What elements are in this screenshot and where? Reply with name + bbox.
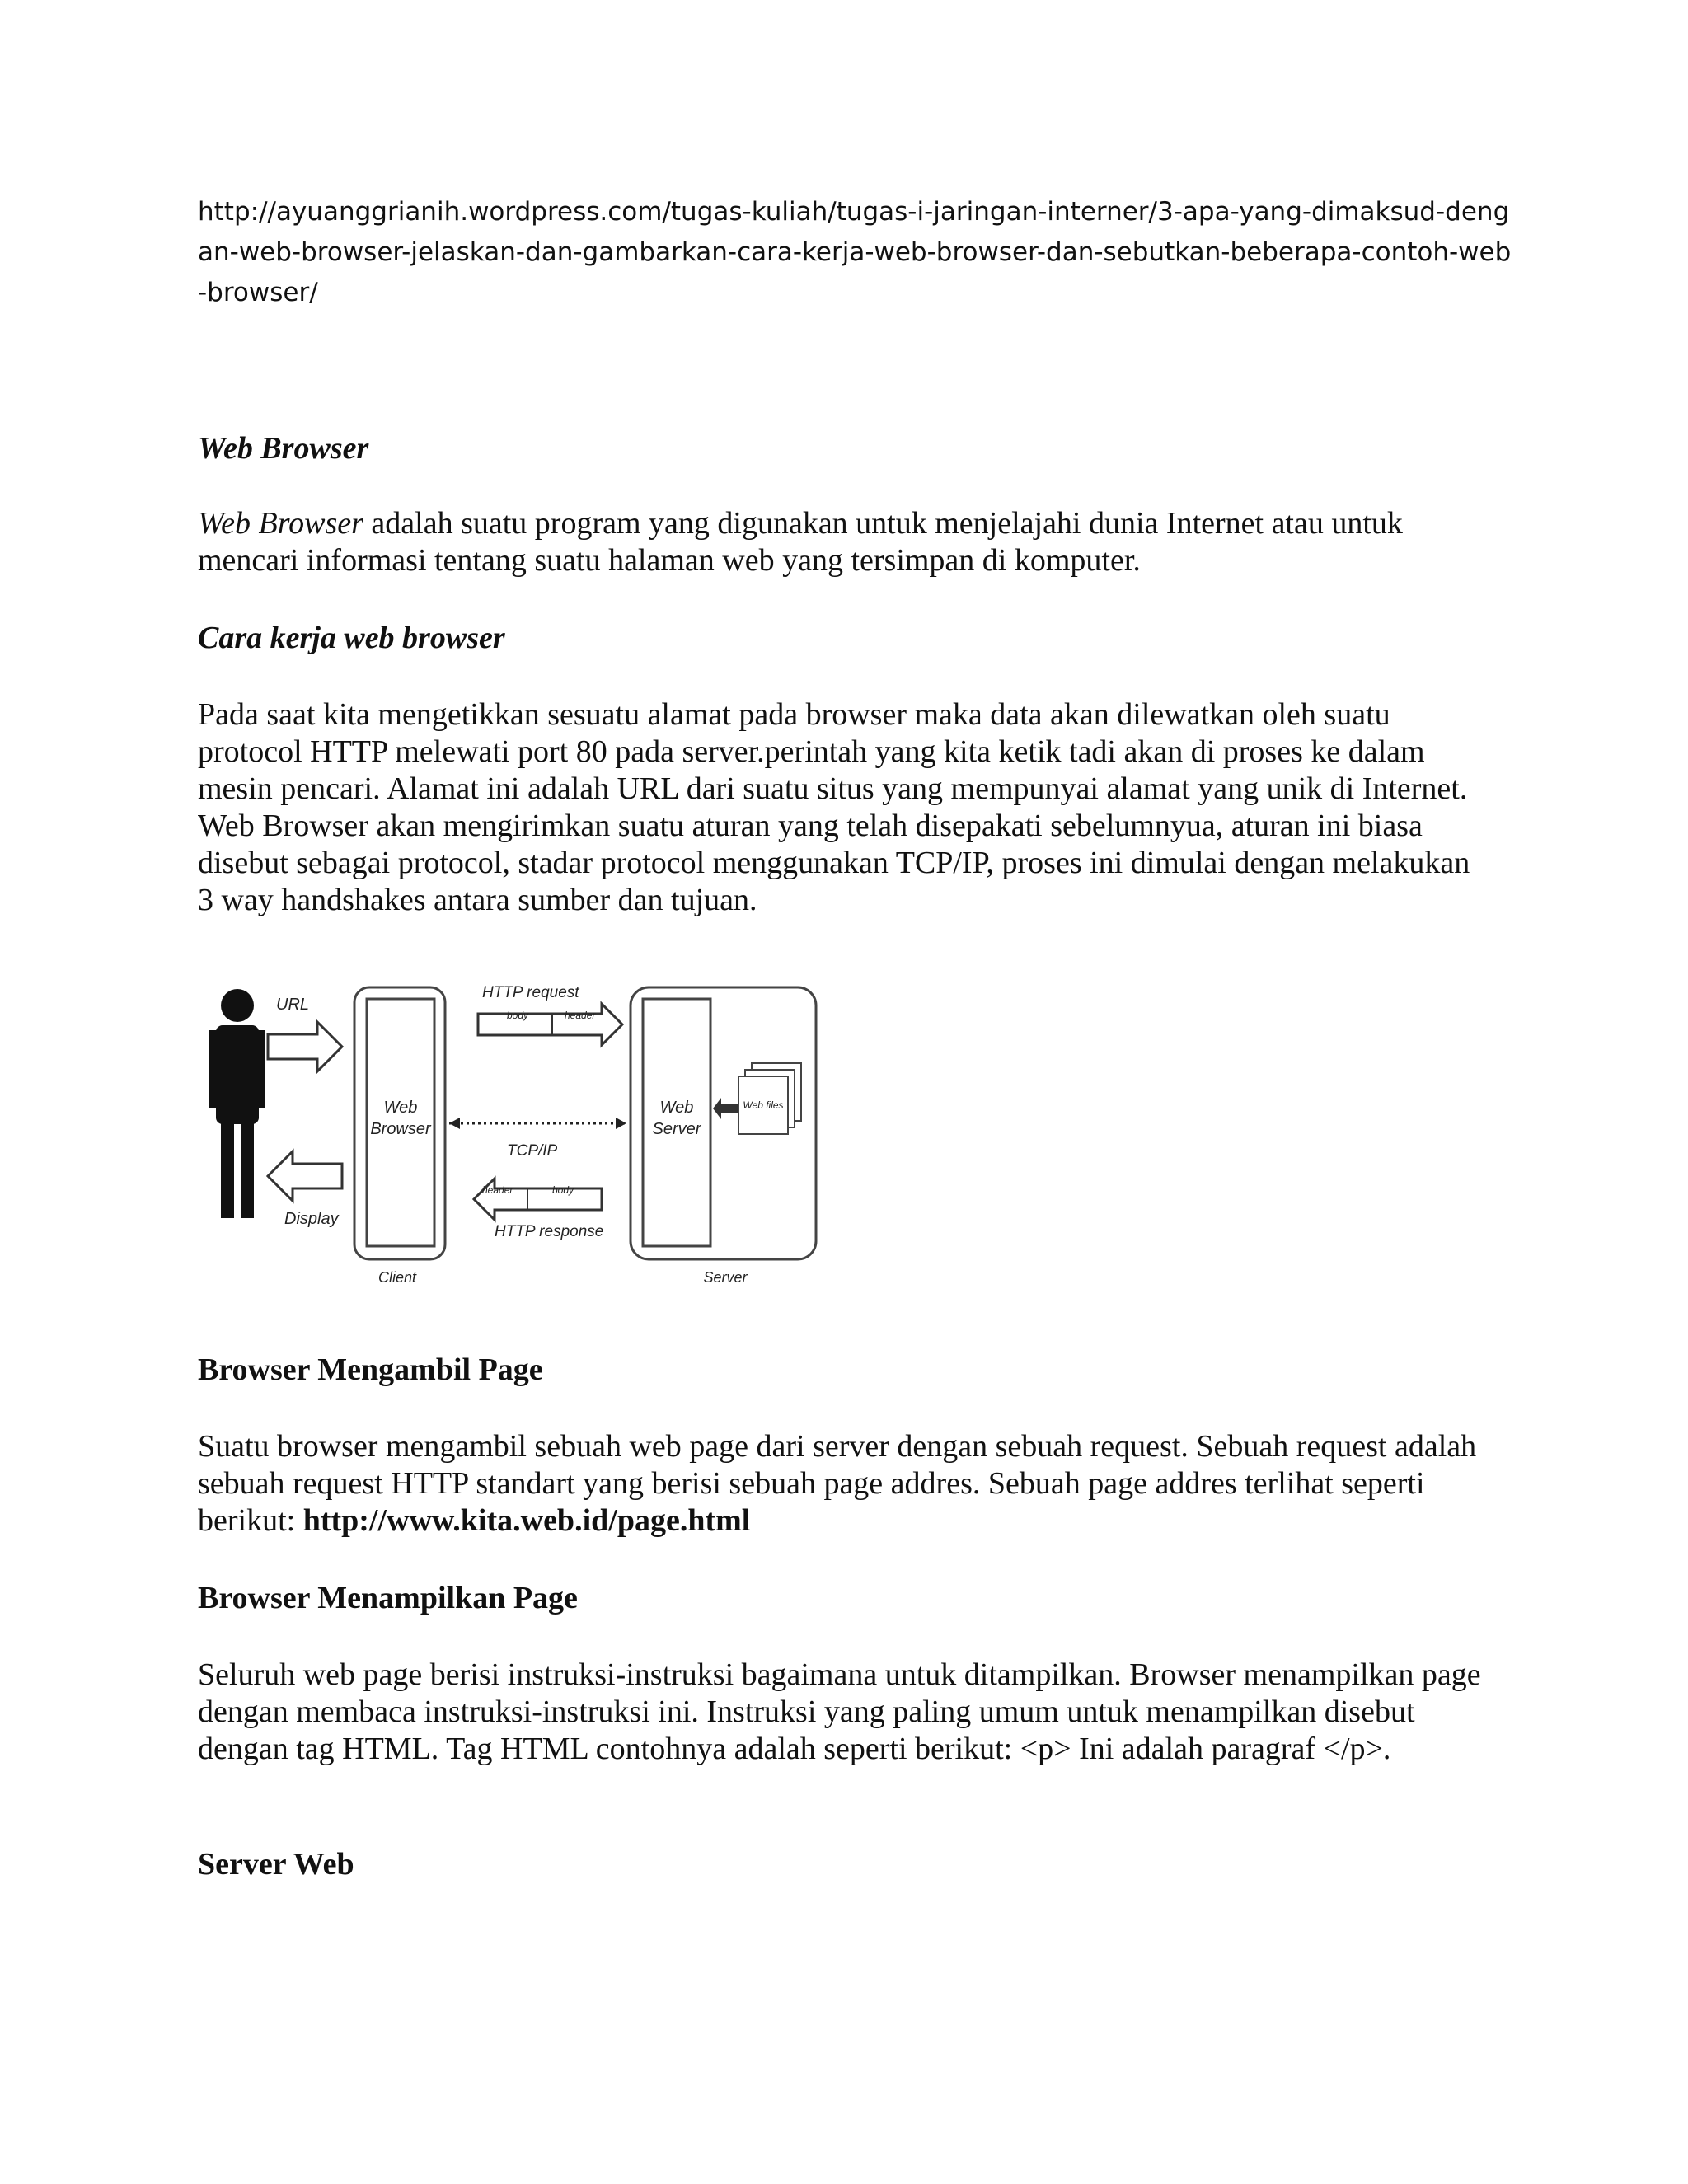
url-arrow-icon — [268, 1022, 342, 1071]
mengambil-text: Suatu browser mengambil sebuah web page dari server dengan sebuah request. Sebuah request adalah sebuah request HTTP standart yang berisi sebuah page addres. Sebuah page addres terlihat seperti berikut: — [198, 1429, 1477, 1538]
display-label: Display — [284, 1210, 339, 1228]
server-label: Server — [703, 1269, 748, 1286]
request-header-label: header — [565, 1010, 596, 1021]
heading-browser-mengambil-page: Browser Mengambil Page — [198, 1352, 543, 1387]
browser-label-2: Browser — [370, 1120, 431, 1138]
source-url[interactable]: http://ayuanggrianih.wordpress.com/tugas-kuliah/tugas-i-jaringan-interner/3-apa-yang-dimaksud-dengan-web-browser-jelaskan-dan-gambarkan-cara-kerja-web-browser-dan-sebutkan-beberapa-contoh-web-browser/ — [198, 197, 1512, 307]
web-files-label: Web files — [743, 1099, 784, 1111]
example-page-url[interactable]: http://www.kita.web.id/page.html — [302, 1503, 751, 1538]
user-figure-icon — [209, 989, 265, 1218]
client-label: Client — [377, 1269, 417, 1286]
heading-cara-kerja: Cara kerja web browser — [198, 621, 505, 655]
request-body-label: body — [507, 1010, 529, 1021]
request-arrow-icon — [478, 1004, 622, 1045]
paragraph-cara-kerja: Pada saat kita mengetikkan sesuatu alamat pada browser maka data akan dilewatkan oleh suatu protocol HTTP melewati port 80 pada server.perintah yang kita ketik tadi akan di proses ke dalam mesin pencari. Alamat ini adalah URL dari suatu situs yang mempunyai alamat yang unik di Internet. Web Browser akan mengirimkan suatu aturan yang telah disepakati sebelumnyua, aturan ini biasa disebut sebagai protocol, stadar protocol menggunakan TCP/IP, proses ini dimulai dengan melakukan 3 way handshakes antara sumber dan tujuan. — [198, 697, 1470, 917]
server-label-1: Web — [659, 1099, 694, 1117]
definition-text: adalah suatu program yang digunakan untuk menjelajahi dunia Internet atau untuk mencari informasi tentang suatu halaman web yang tersimpan di komputer. — [198, 506, 1403, 578]
term-web-browser: Web Browser — [198, 506, 363, 541]
response-header-label: header — [482, 1184, 513, 1196]
tcpip-label: TCP/IP — [507, 1142, 558, 1160]
heading-web-browser: Web Browser — [198, 431, 369, 466]
web-files-icon — [738, 1063, 801, 1134]
paragraph-web-browser-definition — [198, 505, 1492, 579]
browser-label-1: Web — [383, 1099, 418, 1117]
files-arrow-icon — [713, 1098, 738, 1119]
http-request-label: HTTP request — [482, 984, 579, 1001]
heading-server-web: Server Web — [198, 1847, 354, 1882]
http-response-label: HTTP response — [495, 1223, 604, 1240]
paragraph-browser-mengambil — [198, 1428, 1492, 1540]
server-label-2: Server — [652, 1120, 701, 1138]
url-label: URL — [276, 996, 310, 1014]
paragraph-browser-menampilkan: Seluruh web page berisi instruksi-instruksi bagaimana untuk ditampilkan. Browser menampilkan page dengan membaca instruksi-instruksi ini. Instruksi yang paling umum untuk menampilkan disebut dengan tag HTML. Tag HTML contohnya adalah seperti berikut: <p> Ini adalah paragraf </p>. — [198, 1657, 1481, 1766]
response-body-label: body — [552, 1184, 574, 1196]
heading-browser-menampilkan-page: Browser Menampilkan Page — [198, 1581, 578, 1615]
web-browser-diagram — [198, 972, 824, 1302]
display-arrow-icon — [268, 1151, 342, 1201]
